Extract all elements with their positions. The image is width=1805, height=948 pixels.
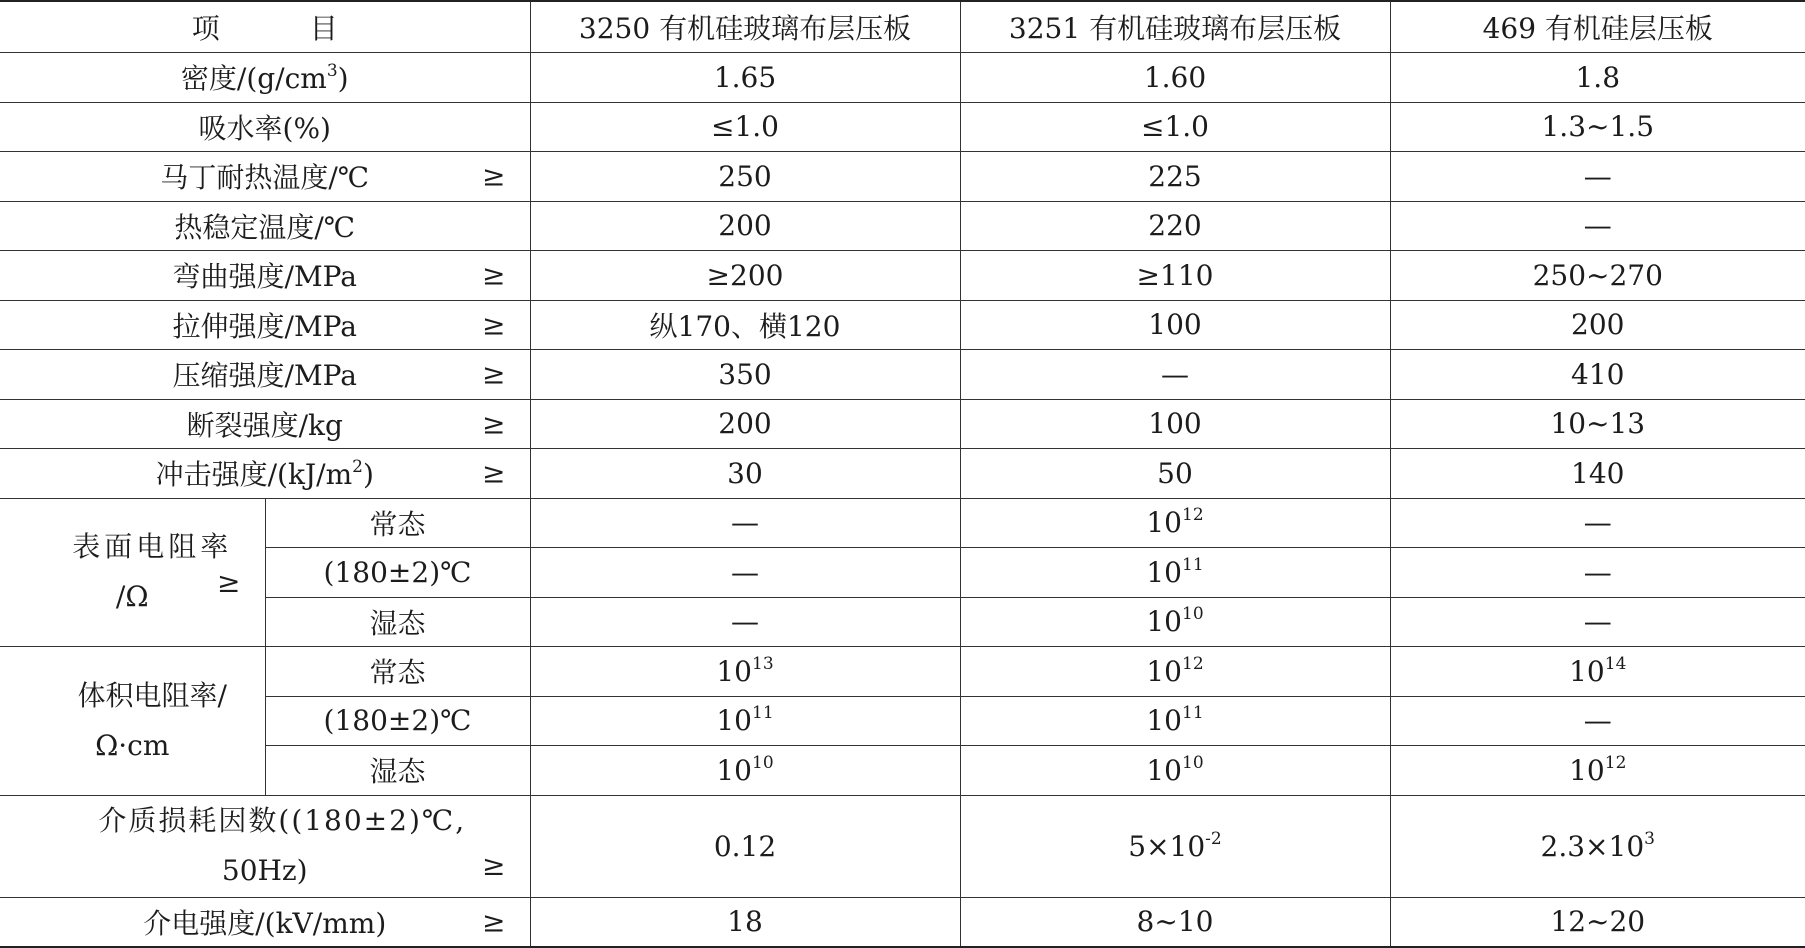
cell-469: —	[1390, 597, 1805, 646]
geq-symbol: ≥	[482, 159, 506, 193]
header-item-char: 项	[191, 11, 220, 45]
cell-3250: 30	[530, 448, 960, 498]
cell-469: —	[1390, 696, 1805, 745]
table-row	[0, 448, 1805, 498]
header-col-3251: 3251 有机硅玻璃布层压板	[960, 1, 1390, 52]
geq-symbol: ≥	[482, 357, 506, 391]
row-label: 马丁耐热温度/℃ ≥	[0, 151, 530, 201]
cell-3250: 350	[530, 349, 960, 399]
cell-3250: 18	[530, 897, 960, 947]
table-row	[0, 201, 1805, 250]
cell-3251: $10^{12}$	[960, 646, 1390, 696]
cell-3250: 0.12	[530, 795, 960, 897]
geq-symbol: ≥	[482, 905, 506, 939]
surface-resistivity-label: 表面电阻率 /Ω ≥	[0, 498, 265, 646]
table-row	[0, 349, 1805, 399]
cell-3251: $10^{10}$	[960, 745, 1390, 795]
condition-label: (180±2)℃	[265, 696, 530, 745]
cell-3250: —	[530, 498, 960, 547]
cell-3251: $10^{11}$	[960, 696, 1390, 745]
cell-3251: ≤1.0	[960, 102, 1390, 151]
cell-469: 200	[1390, 300, 1805, 349]
table-row	[0, 102, 1805, 151]
cell-3251: $5\times 10^{-2}$	[960, 795, 1390, 897]
geq-symbol: ≥	[482, 308, 506, 341]
table-row	[0, 597, 1805, 646]
cell-469: 1.8	[1390, 52, 1805, 102]
table-row	[0, 696, 1805, 745]
condition-label: 常态	[265, 498, 530, 547]
cell-469: $10^{12}$	[1390, 745, 1805, 795]
header-col-469: 469 有机硅层压板	[1390, 1, 1805, 52]
table-row	[0, 300, 1805, 349]
geq-symbol: ≥	[217, 565, 241, 599]
header-row	[0, 1, 1805, 52]
row-label: 热稳定温度/℃	[0, 201, 530, 250]
cell-469: —	[1390, 151, 1805, 201]
cell-3251: ≥110	[960, 250, 1390, 300]
cell-3250: $10^{11}$	[530, 696, 960, 745]
condition-label: (180±2)℃	[265, 547, 530, 597]
header-item-char: 目	[309, 11, 338, 45]
cell-3251: 1.60	[960, 52, 1390, 102]
cell-469: 1.3~1.5	[1390, 102, 1805, 151]
volume-resistivity-label: 体积电阻率/ Ω·cm	[0, 646, 265, 795]
cell-3250: 纵170、横120	[530, 300, 960, 349]
cell-469: $2.3\times 10^3$	[1390, 795, 1805, 897]
cell-469: 140	[1390, 448, 1805, 498]
cell-469: 410	[1390, 349, 1805, 399]
cell-3250: —	[530, 597, 960, 646]
cell-3251: 8~10	[960, 897, 1390, 947]
row-label: 弯曲强度/MPa ≥	[0, 250, 530, 300]
cell-3250: ≥200	[530, 250, 960, 300]
row-label: 介电强度/(kV/mm) ≥	[0, 897, 530, 947]
table-row	[0, 795, 1805, 897]
row-label: 拉伸强度/MPa ≥	[0, 300, 530, 349]
cell-469: 250~270	[1390, 250, 1805, 300]
table-row	[0, 547, 1805, 597]
cell-469: $10^{14}$	[1390, 646, 1805, 696]
dielectric-loss-label: 介质损耗因数((180±2)℃, 50Hz) ≥	[0, 795, 530, 897]
header-item	[0, 1, 530, 52]
cell-3251: 220	[960, 201, 1390, 250]
cell-3251: 225	[960, 151, 1390, 201]
row-label: 压缩强度/MPa ≥	[0, 349, 530, 399]
row-label: 吸水率(%)	[0, 102, 530, 151]
cell-3251: 50	[960, 448, 1390, 498]
cell-3251: $10^{11}$	[960, 547, 1390, 597]
header-col-3250: 3250 有机硅玻璃布层压板	[530, 1, 960, 52]
geq-symbol: ≥	[482, 407, 506, 440]
row-label: 密度$/(g/cm^3)$	[0, 52, 530, 102]
table-row	[0, 399, 1805, 448]
cell-3250: 1.65	[530, 52, 960, 102]
cell-3250: ≤1.0	[530, 102, 960, 151]
cell-469: —	[1390, 201, 1805, 250]
row-label: 冲击强度$/(kJ/m^2)$ ≥	[0, 448, 530, 498]
cell-469: —	[1390, 547, 1805, 597]
cell-3250: $10^{10}$	[530, 745, 960, 795]
condition-label: 湿态	[265, 597, 530, 646]
cell-469: 10~13	[1390, 399, 1805, 448]
cell-3250: —	[530, 547, 960, 597]
cell-3251: $10^{10}$	[960, 597, 1390, 646]
row-label: 断裂强度/kg ≥	[0, 399, 530, 448]
table-row	[0, 498, 1805, 547]
table-row	[0, 52, 1805, 102]
table-row	[0, 646, 1805, 696]
cell-3251: —	[960, 349, 1390, 399]
table-row	[0, 151, 1805, 201]
cell-3251: 100	[960, 399, 1390, 448]
table-row	[0, 897, 1805, 947]
table-row	[0, 745, 1805, 795]
cell-3250: 250	[530, 151, 960, 201]
cell-3251: $10^{12}$	[960, 498, 1390, 547]
condition-label: 常态	[265, 646, 530, 696]
cell-3250: 200	[530, 399, 960, 448]
table-row	[0, 250, 1805, 300]
cell-3250: 200	[530, 201, 960, 250]
cell-469: 12~20	[1390, 897, 1805, 947]
geq-symbol: ≥	[482, 456, 506, 490]
cell-3250: $10^{13}$	[530, 646, 960, 696]
cell-469: —	[1390, 498, 1805, 547]
geq-symbol: ≥	[482, 258, 506, 292]
geq-symbol: ≥	[482, 848, 506, 882]
cell-3251: 100	[960, 300, 1390, 349]
condition-label: 湿态	[265, 745, 530, 795]
